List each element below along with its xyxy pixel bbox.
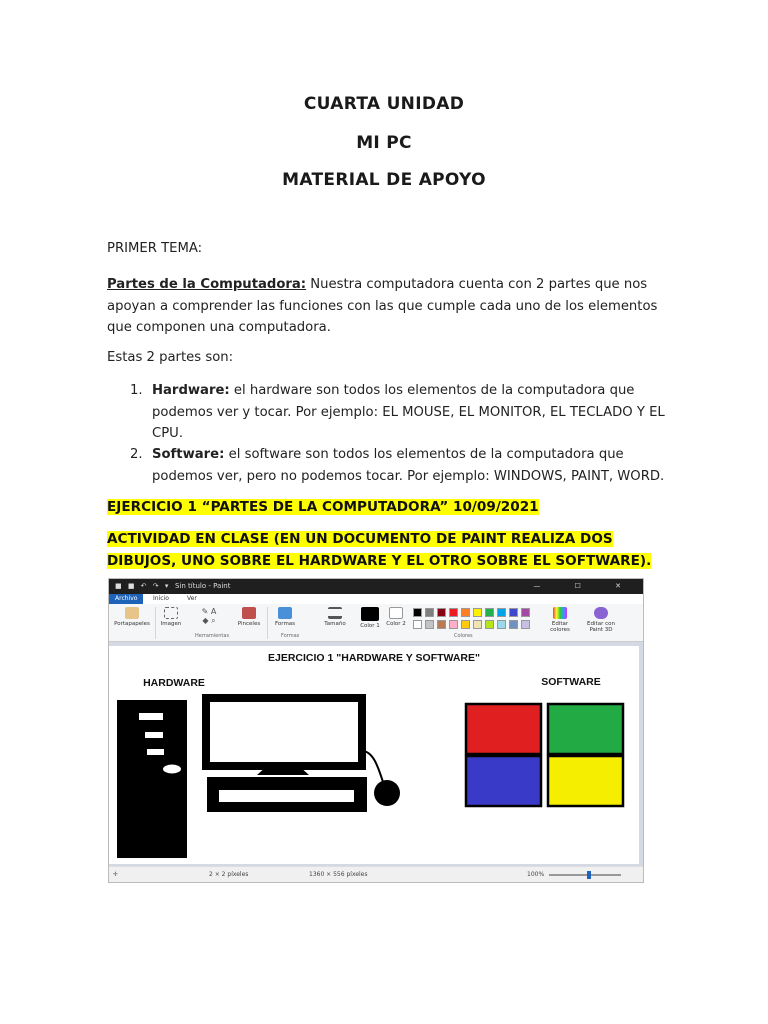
palette-swatch[interactable] (485, 608, 494, 617)
shapes-label: Formas (274, 621, 296, 627)
quick-access-icons: ■ ■ ↶ ↷ ▾ (115, 582, 171, 590)
paint-ribbon (109, 604, 644, 642)
tab-ver[interactable]: Ver (187, 595, 197, 602)
group-tools-label: Herramientas (195, 633, 230, 639)
activity-line-2-text: DIBUJOS, UNO SOBRE EL HARDWARE Y EL OTRO SOBRE EL SOFTWARE). (107, 553, 652, 569)
cursor-icon: ✛ (113, 871, 119, 878)
palette-swatch[interactable] (449, 608, 458, 617)
palette-swatch[interactable] (521, 620, 530, 629)
monitor-drawing (206, 698, 362, 775)
activity-line-1-text: ACTIVIDAD EN CLASE (EN UN DOCUMENTO DE PAINT REALIZA DOS (107, 531, 613, 547)
list-term: Hardware: (152, 383, 230, 398)
software-label: SOFTWARE (541, 676, 601, 688)
palette-swatch[interactable] (497, 620, 506, 629)
exercise-title (107, 496, 539, 518)
canvas-area (109, 642, 644, 868)
square-blue (466, 756, 541, 806)
intro-lead: Estas 2 partes son: (107, 350, 234, 365)
brushes-label: Pinceles (237, 621, 261, 627)
zoom-level: 100% (527, 871, 545, 878)
activity-line-2 (107, 550, 651, 572)
paint-canvas[interactable] (109, 646, 639, 864)
palette-swatch[interactable] (509, 608, 518, 617)
palette-swatch[interactable] (473, 608, 482, 617)
palette-swatch[interactable] (413, 608, 422, 617)
list-number: 2. (130, 447, 143, 462)
clipboard-icon (125, 607, 139, 619)
list-number: 1. (130, 383, 143, 398)
intro-term: Partes de la Computadora: (107, 277, 307, 292)
paint3d-button[interactable] (581, 607, 621, 633)
palette-swatch[interactable] (473, 620, 482, 629)
zoom-slider[interactable] (549, 874, 621, 876)
square-yellow (548, 756, 623, 806)
heading-material: MATERIAL DE APOYO (282, 170, 486, 190)
list-item (130, 380, 670, 446)
list-body (152, 380, 667, 445)
intro-paragraph (107, 274, 667, 339)
cpu-tower-drawing (117, 700, 187, 858)
paint-titlebar (109, 579, 644, 594)
topic-label: PRIMER TEMA: (107, 241, 203, 256)
palette-swatch[interactable] (485, 620, 494, 629)
palette-swatch[interactable] (461, 620, 470, 629)
palette-swatch[interactable] (425, 608, 434, 617)
window-controls: — ☐ ✕ (533, 582, 637, 590)
canvas-title: EJERCICIO 1 "HARDWARE Y SOFTWARE" (267, 652, 481, 664)
tools-icons: ✎ A ◆ ⌕ (201, 607, 217, 625)
color-wheel-icon (553, 607, 567, 619)
mouse-drawing (362, 751, 400, 806)
color2-button[interactable] (385, 607, 407, 627)
ribbon-separator (267, 607, 268, 639)
line-width-icon (328, 607, 342, 619)
brushes-button[interactable] (235, 607, 263, 627)
paint-screenshot (108, 578, 644, 883)
palette-swatch[interactable] (509, 620, 518, 629)
color2-swatch (389, 607, 403, 619)
list-body (152, 444, 667, 487)
palette-swatch[interactable] (461, 608, 470, 617)
shapes-button[interactable] (271, 607, 299, 627)
keyboard-drawing (207, 777, 367, 812)
selection-size: 2 × 2 píxeles (209, 871, 249, 878)
brush-icon (242, 607, 256, 619)
list-text: el software son todos los elementos de la computadora que podemos ver, pero no podemos tocar. Por ejemplo: WINDOWS, PAINT, WORD. (152, 447, 665, 484)
ribbon-separator (155, 607, 156, 639)
image-label: Imagen (160, 621, 182, 627)
tools-group[interactable] (189, 607, 229, 626)
clipboard-label: Portapapeles (114, 621, 150, 627)
image-button[interactable] (159, 607, 183, 627)
clipboard-button[interactable] (113, 607, 151, 627)
paint3d-icon (594, 607, 608, 619)
paint-window-title: Sin título - Paint (175, 582, 231, 590)
exercise-title-text: EJERCICIO 1 “PARTES DE LA COMPUTADORA” 10/09/2021 (107, 499, 539, 515)
group-shapes-label: Formas (281, 633, 300, 639)
edit-colors-label: Editar colores (550, 621, 570, 633)
tab-archivo[interactable]: Archivo (109, 594, 143, 604)
color1-label: Color 1 (360, 623, 380, 629)
paint-statusbar (109, 866, 644, 882)
list-term: Software: (152, 447, 225, 462)
palette-swatch[interactable] (437, 608, 446, 617)
select-icon (164, 607, 178, 619)
palette-swatch[interactable] (497, 608, 506, 617)
list-item (130, 444, 670, 488)
paint-tabs (109, 594, 644, 604)
activity-line-1 (107, 528, 613, 550)
shapes-icon (278, 607, 292, 619)
tab-inicio[interactable]: Inicio (153, 595, 169, 602)
image-size: 1360 × 556 píxeles (309, 871, 368, 878)
square-green (548, 704, 623, 754)
palette-swatch[interactable] (437, 620, 446, 629)
palette-swatch[interactable] (425, 620, 434, 629)
square-red (466, 704, 541, 754)
heading-unit: CUARTA UNIDAD (303, 94, 465, 114)
palette-swatch[interactable] (413, 620, 422, 629)
paint3d-label: Editar con Paint 3D (587, 621, 615, 633)
edit-colors-button[interactable] (545, 607, 575, 633)
color2-label: Color 2 (386, 621, 406, 627)
zoom-slider-thumb[interactable] (587, 871, 591, 879)
palette-swatch[interactable] (449, 620, 458, 629)
list-text: el hardware son todos los elementos de la computadora que podemos ver y tocar. Por ejemplo: EL MOUSE, EL MONITOR, EL TECLADO Y EL CPU. (152, 383, 665, 441)
size-button[interactable] (321, 607, 349, 627)
intro-text: Nuestra computadora cuenta con 2 partes que nos apoyan a comprender las funciones con las que cumple cada uno de los elementos que componen una computadora. (107, 277, 658, 335)
color1-button[interactable] (359, 607, 381, 629)
heading-topic: MI PC (356, 133, 412, 153)
hardware-label: HARDWARE (143, 677, 205, 689)
palette-swatch[interactable] (521, 608, 530, 617)
color1-swatch (361, 607, 379, 621)
group-colors-label: Colores (454, 633, 473, 639)
size-label: Tamaño (324, 621, 346, 627)
software-squares (466, 704, 623, 806)
